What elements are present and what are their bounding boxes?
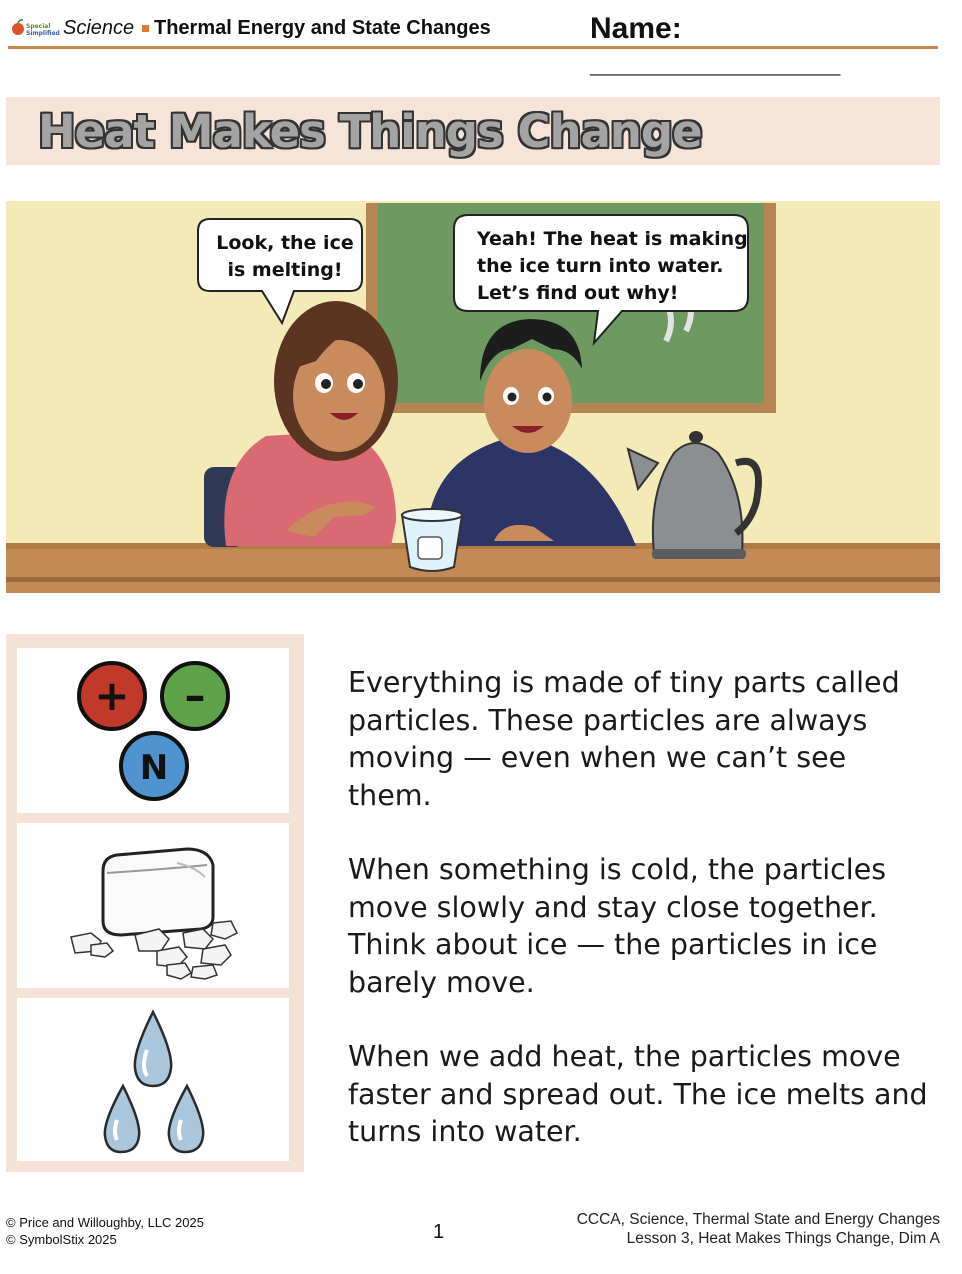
name-field[interactable]: Name: _______________ [590, 12, 841, 79]
lesson-line: Lesson 3, Heat Makes Things Change, Dim A [626, 1230, 940, 1247]
svg-text:Special: Special [26, 23, 51, 30]
page-title: Heat Makes Things Change [38, 105, 702, 158]
water-drops-icon [17, 998, 289, 1161]
page-header [8, 12, 938, 79]
boy-bubble-line-1: Yeah! The heat is making [477, 228, 748, 250]
svg-text:Simplified: Simplified [26, 30, 60, 37]
glass-of-ice [402, 509, 462, 571]
neutral-particle-label: N [139, 748, 169, 788]
title-banner [6, 97, 940, 165]
course-line: CCCA, Science, Thermal State and Energy Changes [576, 1211, 940, 1228]
reading-passage [348, 664, 938, 1188]
classroom-illustration [6, 201, 940, 593]
positive-particle-label: + [94, 671, 130, 720]
special-simplified-logo [10, 18, 60, 38]
particles-icon [17, 648, 289, 813]
girl-bubble-line-1: Look, the ice [216, 232, 354, 254]
paragraph-heat: When we add heat, the particles move faster and spread out. The ice melts and turns into water. [348, 1040, 928, 1148]
negative-particle-label: – [184, 671, 206, 720]
ice-card [17, 823, 289, 988]
ice-cubes-icon [17, 823, 289, 988]
boy-bubble-line-3: Let’s find out why! [477, 282, 679, 304]
subject-label: Science [63, 17, 135, 39]
copyright-line-1: © Price and Willoughby, LLC 2025 [6, 1215, 204, 1230]
particles-card [17, 648, 289, 813]
page-number: 1 [433, 1221, 445, 1243]
boy-bubble-line-2: the ice turn into water. [477, 255, 724, 277]
lesson-info [577, 1210, 940, 1248]
water-card [17, 998, 289, 1161]
unit-title: Thermal Energy and State Changes [154, 17, 491, 39]
picture-support-column [6, 634, 304, 1172]
copyright-line-2: © SymbolStix 2025 [6, 1232, 117, 1247]
paragraph-cold: When something is cold, the particles move slowly and stay close together. Think about ice — the particles in ice barely move. [348, 853, 887, 999]
girl-bubble-line-2: is melting! [227, 259, 343, 281]
header-separator [142, 25, 149, 32]
paragraph-particles: Everything is made of tiny parts called particles. These particles are always moving — even when we can’t see them. [348, 666, 900, 812]
copyright-notice [6, 1214, 204, 1248]
